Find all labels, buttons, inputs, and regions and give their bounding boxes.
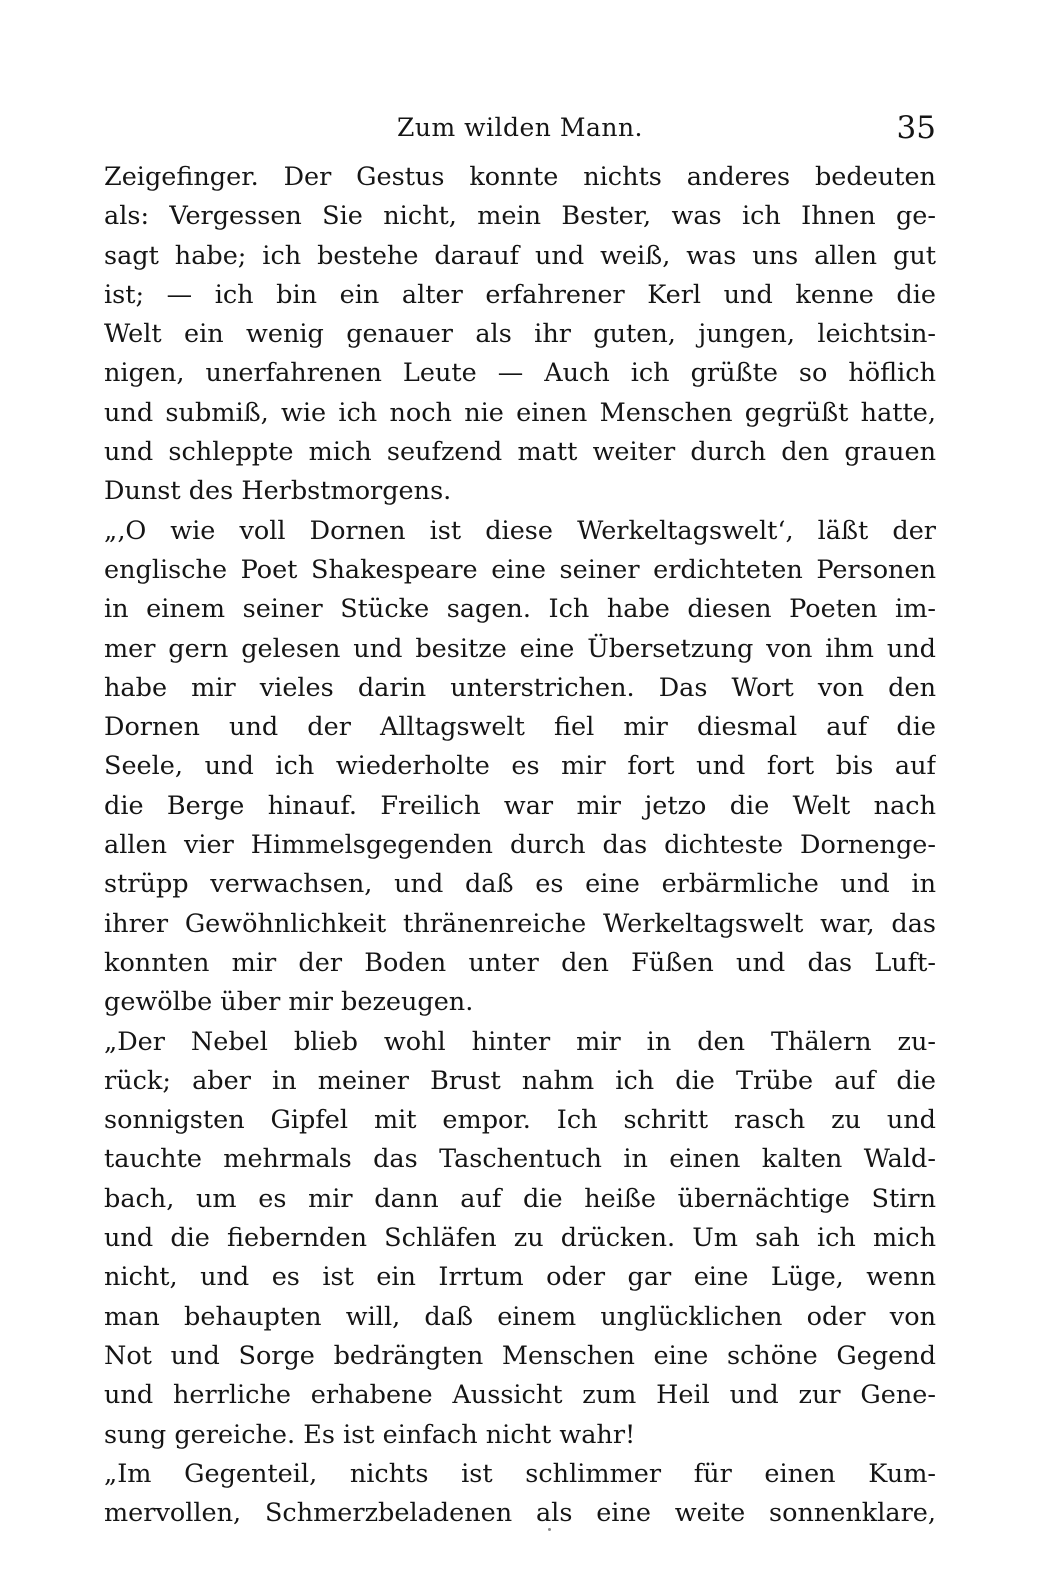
text-line: man behaupten will, daß einem unglücklichen oder von (104, 1301, 936, 1332)
text-line: strüpp verwachsen, und daß es eine erbärmliche und in (104, 869, 936, 900)
text-line: Not und Sorge bedrängten Menschen eine schöne Gegend (104, 1340, 936, 1371)
print-speck (548, 1528, 551, 1531)
text-line: „Im Gegenteil, nichts ist schlimmer für einen Kum- (104, 1458, 936, 1489)
text-line: englische Poet Shakespeare eine seiner erdichteten Personen (104, 554, 936, 585)
text-line: und herrliche erhabene Aussicht zum Heil und zur Gene- (104, 1380, 936, 1411)
text-line: habe mir vieles darin unterstrichen. Das Wort von den (104, 672, 936, 703)
text-line: „‚O wie voll Dornen ist diese Werkeltagswelt‘, läßt der (104, 515, 936, 546)
text-line: nigen, unerfahrenen Leute — Auch ich grüßte so höflich (104, 358, 936, 389)
paragraph-end-line: sung gereiche. Es ist einfach nicht wahr! (104, 1419, 636, 1450)
text-line: ist; — ich bin ein alter erfahrener Kerl und kenne die (104, 279, 936, 310)
text-line: Zeigefinger. Der Gestus konnte nichts anderes bedeuten (104, 162, 936, 192)
text-line: rück; aber in meiner Brust nahm ich die Trübe auf die (104, 1065, 936, 1096)
text-line: in einem seiner Stücke sagen. Ich habe diesen Poeten im- (104, 594, 936, 625)
text-line: mer gern gelesen und besitze eine Übersetzung von ihm und (104, 633, 936, 664)
text-line: und die fiebernden Schläfen zu drücken. Um sah ich mich (104, 1223, 936, 1254)
text-line: Seele, und ich wiederholte es mir fort und fort bis auf (104, 751, 936, 782)
text-line: und submiß, wie ich noch nie einen Menschen gegrüßt hatte, (104, 397, 936, 428)
paragraph-end-line: Dunst des Herbstmorgens. (104, 476, 452, 507)
text-line: sonnigsten Gipfel mit empor. Ich schritt rasch zu und (104, 1105, 936, 1136)
text-line: tauchte mehrmals das Taschentuch in einen kalten Wald- (104, 1144, 936, 1175)
text-line: mervollen, Schmerzbeladenen als eine weite sonnenklare, (104, 1498, 936, 1529)
page-number: 35 (896, 110, 936, 146)
text-line: allen vier Himmelsgegenden durch das dichteste Dornenge- (104, 830, 936, 861)
text-line: konnten mir der Boden unter den Füßen und das Luft- (104, 947, 936, 978)
text-line: nicht, und es ist ein Irrtum oder gar eine Lüge, wenn (104, 1262, 936, 1293)
text-line: als: Vergessen Sie nicht, mein Bester, was ich Ihnen ge- (104, 201, 936, 232)
text-line: Dornen und der Alltagswelt fiel mir diesmal auf die (104, 712, 936, 743)
text-line: sagt habe; ich bestehe darauf und weiß, was uns allen gut (104, 240, 936, 271)
text-body (104, 158, 936, 1533)
text-line: und schleppte mich seufzend matt weiter durch den grauen (104, 437, 936, 468)
text-line: Welt ein wenig genauer als ihr guten, jungen, leichtsin- (104, 319, 936, 350)
text-line: bach, um es mir dann auf die heiße übernächtige Stirn (104, 1183, 936, 1214)
text-line: ihrer Gewöhnlichkeit thränenreiche Werkeltagswelt war, das (104, 908, 936, 939)
text-line: „Der Nebel blieb wohl hinter mir in den Thälern zu- (104, 1026, 936, 1057)
running-title: Zum wilden Mann. (396, 113, 643, 142)
paragraph-end-line: gewölbe über mir bezeugen. (104, 987, 474, 1018)
text-line: die Berge hinauf. Freilich war mir jetzo die Welt nach (104, 790, 936, 821)
running-head (104, 106, 936, 150)
